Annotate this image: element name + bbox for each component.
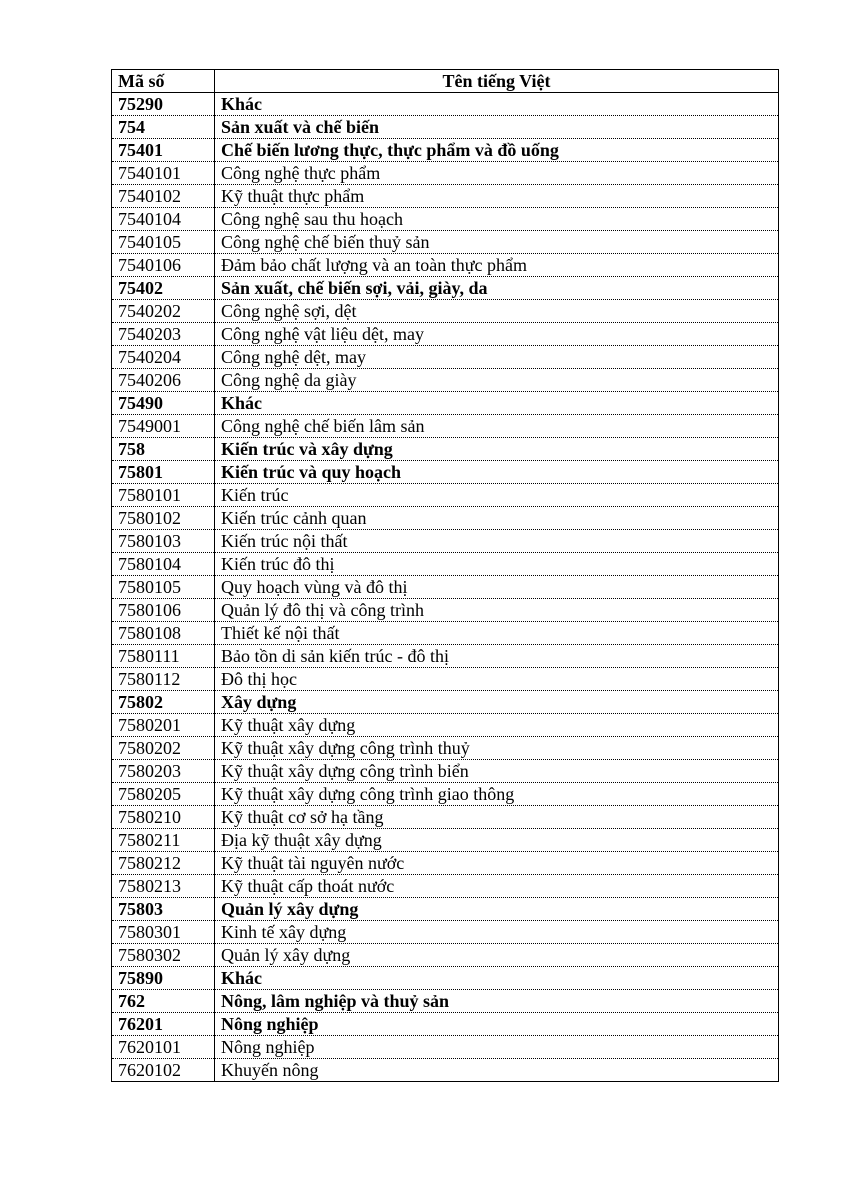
table-row	[112, 162, 779, 185]
name-cell: Quản lý xây dựng	[215, 898, 779, 921]
name-cell: Kỹ thuật thực phẩm	[215, 185, 779, 208]
header-name: Tên tiếng Việt	[215, 70, 779, 93]
table-row	[112, 530, 779, 553]
table-row	[112, 369, 779, 392]
name-cell: Kinh tế xây dựng	[215, 921, 779, 944]
table-row	[112, 438, 779, 461]
name-cell: Địa kỹ thuật xây dựng	[215, 829, 779, 852]
code-cell: 7540204	[112, 346, 215, 369]
code-cell: 7620102	[112, 1059, 215, 1082]
table-row	[112, 599, 779, 622]
code-cell: 75402	[112, 277, 215, 300]
name-cell: Công nghệ sợi, dệt	[215, 300, 779, 323]
name-cell: Công nghệ da giày	[215, 369, 779, 392]
name-cell: Xây dựng	[215, 691, 779, 714]
name-cell: Kỹ thuật cấp thoát nước	[215, 875, 779, 898]
table-row	[112, 737, 779, 760]
header-row	[112, 70, 779, 93]
name-cell: Sản xuất và chế biến	[215, 116, 779, 139]
code-cell: 76201	[112, 1013, 215, 1036]
table-row	[112, 323, 779, 346]
name-cell: Khuyến nông	[215, 1059, 779, 1082]
name-cell: Kiến trúc nội thất	[215, 530, 779, 553]
code-cell: 7620101	[112, 1036, 215, 1059]
code-cell: 7580105	[112, 576, 215, 599]
table-body	[112, 93, 779, 1082]
code-cell: 75490	[112, 392, 215, 415]
table-row	[112, 990, 779, 1013]
table-row	[112, 898, 779, 921]
code-cell: 75401	[112, 139, 215, 162]
name-cell: Sản xuất, chế biến sợi, vải, giày, da	[215, 277, 779, 300]
table-row	[112, 507, 779, 530]
name-cell: Khác	[215, 93, 779, 116]
table-row	[112, 254, 779, 277]
name-cell: Công nghệ thực phẩm	[215, 162, 779, 185]
name-cell: Khác	[215, 967, 779, 990]
name-cell: Công nghệ chế biến lâm sản	[215, 415, 779, 438]
name-cell: Nông nghiệp	[215, 1013, 779, 1036]
name-cell: Kỹ thuật xây dựng công trình thuỷ	[215, 737, 779, 760]
code-cell: 75801	[112, 461, 215, 484]
table-row	[112, 921, 779, 944]
table-row	[112, 944, 779, 967]
table-row	[112, 875, 779, 898]
table-row	[112, 139, 779, 162]
code-cell: 7580205	[112, 783, 215, 806]
table-row	[112, 300, 779, 323]
code-cell: 7580202	[112, 737, 215, 760]
table-row	[112, 185, 779, 208]
name-cell: Kiến trúc và quy hoạch	[215, 461, 779, 484]
table-row	[112, 1013, 779, 1036]
name-cell: Kỹ thuật xây dựng công trình giao thông	[215, 783, 779, 806]
code-cell: 7549001	[112, 415, 215, 438]
code-cell: 7580211	[112, 829, 215, 852]
table-row	[112, 553, 779, 576]
code-cell: 7540102	[112, 185, 215, 208]
name-cell: Kiến trúc và xây dựng	[215, 438, 779, 461]
name-cell: Khác	[215, 392, 779, 415]
code-cell: 754	[112, 116, 215, 139]
table-row	[112, 576, 779, 599]
table-row	[112, 691, 779, 714]
table-row	[112, 484, 779, 507]
table-row	[112, 1059, 779, 1082]
code-cell: 7580111	[112, 645, 215, 668]
code-cell: 75803	[112, 898, 215, 921]
table-row	[112, 829, 779, 852]
table-row	[112, 622, 779, 645]
code-cell: 7540104	[112, 208, 215, 231]
code-cell: 75290	[112, 93, 215, 116]
code-cell: 7580103	[112, 530, 215, 553]
code-cell: 7580201	[112, 714, 215, 737]
header-code: Mã số	[112, 70, 215, 93]
code-cell: 75802	[112, 691, 215, 714]
code-cell: 7540101	[112, 162, 215, 185]
table-row	[112, 967, 779, 990]
code-cell: 7580112	[112, 668, 215, 691]
table-row	[112, 1036, 779, 1059]
table-row	[112, 415, 779, 438]
table-row	[112, 806, 779, 829]
table-row	[112, 208, 779, 231]
table-row	[112, 277, 779, 300]
name-cell: Kỹ thuật xây dựng	[215, 714, 779, 737]
table-row	[112, 645, 779, 668]
name-cell: Thiết kế nội thất	[215, 622, 779, 645]
code-cell: 7540202	[112, 300, 215, 323]
code-cell: 7540105	[112, 231, 215, 254]
table-row	[112, 116, 779, 139]
name-cell: Quản lý đô thị và công trình	[215, 599, 779, 622]
name-cell: Kỹ thuật cơ sở hạ tầng	[215, 806, 779, 829]
table-row	[112, 392, 779, 415]
name-cell: Công nghệ dệt, may	[215, 346, 779, 369]
code-cell: 7580213	[112, 875, 215, 898]
code-cell: 7580203	[112, 760, 215, 783]
table-row	[112, 346, 779, 369]
table-row	[112, 783, 779, 806]
code-cell: 7580302	[112, 944, 215, 967]
code-cell: 7540206	[112, 369, 215, 392]
table-row	[112, 760, 779, 783]
code-cell: 7580301	[112, 921, 215, 944]
name-cell: Quản lý xây dựng	[215, 944, 779, 967]
name-cell: Quy hoạch vùng và đô thị	[215, 576, 779, 599]
table-header	[112, 70, 779, 93]
table-row	[112, 93, 779, 116]
name-cell: Công nghệ vật liệu dệt, may	[215, 323, 779, 346]
code-cell: 7580212	[112, 852, 215, 875]
name-cell: Đảm bảo chất lượng và an toàn thực phẩm	[215, 254, 779, 277]
code-cell: 7580210	[112, 806, 215, 829]
table-row	[112, 714, 779, 737]
name-cell: Công nghệ chế biến thuỷ sản	[215, 231, 779, 254]
name-cell: Bảo tồn di sản kiến trúc - đô thị	[215, 645, 779, 668]
table-row	[112, 231, 779, 254]
name-cell: Nông, lâm nghiệp và thuỷ sản	[215, 990, 779, 1013]
code-cell: 7580102	[112, 507, 215, 530]
name-cell: Đô thị học	[215, 668, 779, 691]
code-cell: 7580101	[112, 484, 215, 507]
name-cell: Kiến trúc	[215, 484, 779, 507]
name-cell: Kiến trúc đô thị	[215, 553, 779, 576]
code-cell: 7580108	[112, 622, 215, 645]
code-cell: 7580104	[112, 553, 215, 576]
name-cell: Chế biến lương thực, thực phẩm và đồ uống	[215, 139, 779, 162]
name-cell: Nông nghiệp	[215, 1036, 779, 1059]
code-cell: 762	[112, 990, 215, 1013]
table-row	[112, 852, 779, 875]
name-cell: Kỹ thuật xây dựng công trình biển	[215, 760, 779, 783]
code-cell: 75890	[112, 967, 215, 990]
name-cell: Kỹ thuật tài nguyên nước	[215, 852, 779, 875]
code-cell: 7540203	[112, 323, 215, 346]
name-cell: Công nghệ sau thu hoạch	[215, 208, 779, 231]
code-cell: 7540106	[112, 254, 215, 277]
code-cell: 7580106	[112, 599, 215, 622]
table-row	[112, 668, 779, 691]
program-code-table	[111, 69, 779, 1082]
name-cell: Kiến trúc cảnh quan	[215, 507, 779, 530]
table-row	[112, 461, 779, 484]
code-cell: 758	[112, 438, 215, 461]
